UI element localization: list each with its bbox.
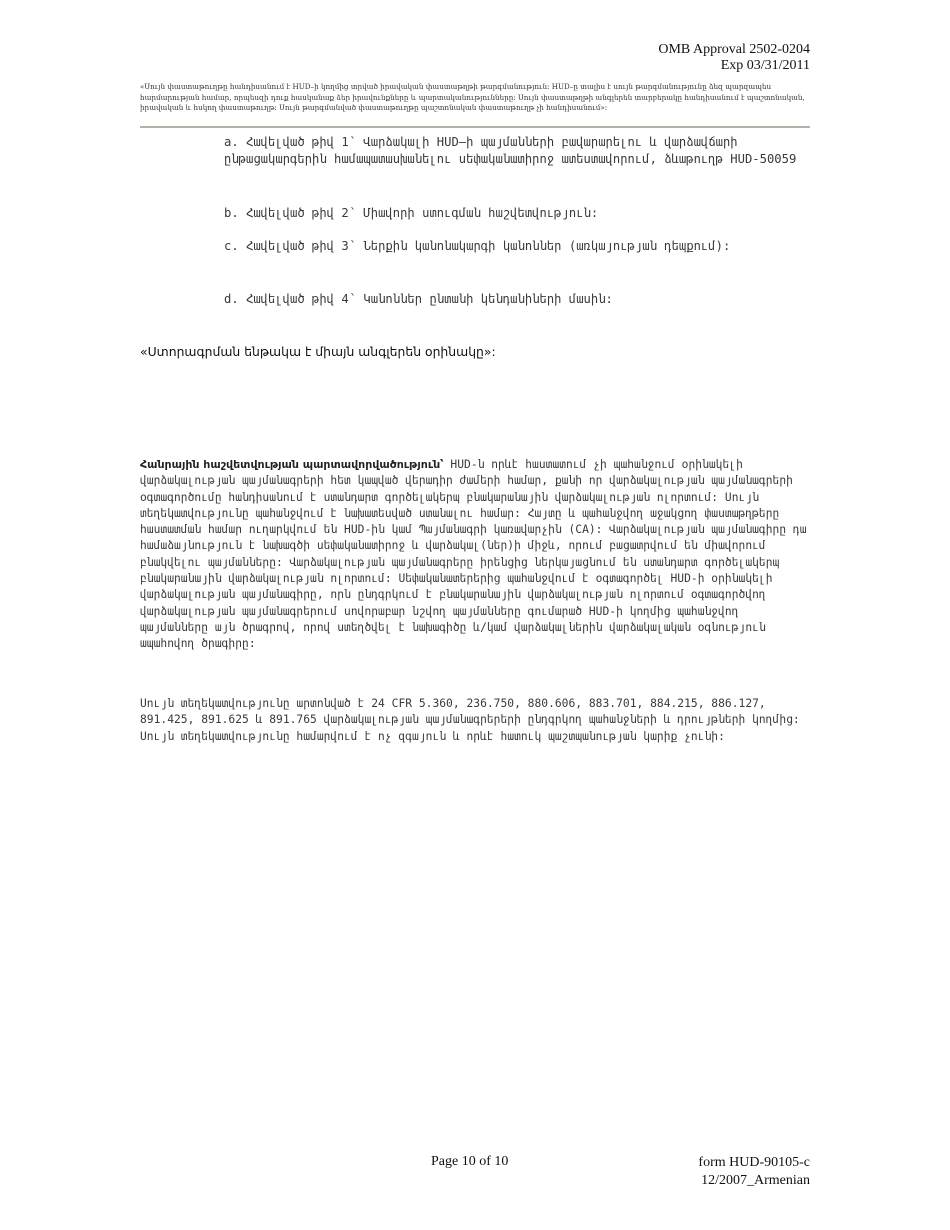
cfr-authority-paragraph: Սույն տեղեկատվությունը արտոնված է 24 CFR 5.360, 236.750, 880.606, 883.701, 884.215, 886.127, 891.425, 891.625 և 891.765 վարձակալության պայմանագրերերի ընդգրկող պահանջների և դրույթների կողմից: Սույն տեղեկատվությունը համարվում է ոչ զգայուն և որևէ հատուկ պաշտպանության կարիք չունի: — [140, 697, 800, 743]
form-identifier — [698, 1154, 810, 1190]
form-number: form HUD-90105-c — [698, 1155, 810, 1170]
burden-heading: Հանրային հաշվետվության պարտավորվածություն՝ — [140, 458, 444, 471]
signature-note: «Ստորագրման ենթակա է միայն անգլերեն օրինակը»: — [140, 344, 496, 359]
attachment-c: c. Հավելված թիվ 3՝ Ներքին կանոնակարգի կանոններ (առկայության դեպքում): — [224, 239, 731, 253]
attachment-d: d. Հավելված թիվ 4՝ Կանոններ ընտանի կենդանիների մասին: — [224, 292, 613, 306]
attachment-a: a. Հավելված թիվ 1՝ Վարձակալի HUD–ի պայմանների բավարարելու և վարձավճարի ընթացակարգերին համապատասխանելու սեփականատիրոջ ատեստավորում, ձևաթուղթ HUD-50059 — [224, 135, 797, 166]
omb-expiration: Exp 03/31/2011 — [720, 58, 810, 73]
page-number: Page 10 of 10 — [431, 1154, 509, 1169]
header-divider — [140, 126, 810, 128]
omb-approval-number: OMB Approval 2502-0204 — [658, 42, 810, 57]
burden-text: HUD-ն որևէ հաստատում չի պահանջում օրինակելի վարձակալության պայմանագրերի հետ կապված վերադիր ժամերի համար, քանի որ վարձակալության պայմանագրերի օգտագործումը հանդիսանում է ստանդարտ գործելակերպ բնակարանային վարձակալության ոլորտում: Սույն տեղեկատվությունը պահանջվում է նախատեսված ստանալու համար: Հայտը և պահանջվող աջակցող փաստաթղթերը հաստատման համար ուղարկվում են HUD-ին կամ Պայմանագրի կառավարչին (CA): Վարձակալության պայմանագիրը դա համաձայնություն է նախագծի սեփականատիրոջ և վարձակալ(ներ)ի միջև, որում բացատրվում են միավորում բնակվելու պայմանները: Վարձակալության պայմանագրերը իրենցից ներկայացնում են ստանդարտ գործելակերպ բնակարանային վարձակալության ոլորտում: Սեփականատերերից պահանջվում է օգտագործել HUD-ի օրինակելի վարձակալության պայմանագիրը, որն ընդգրկում է բնակարանային վարձակալության ոլորտում օգտագործվող վարձակալության պայմանագրերում սովորաբար նշվող պայմանները գումարած HUD-ի կողմից պահանջվող պայմանները այն ծրագրով, որով ստեղծվել է նախագիծը և/կամ վարձակալներին վարձակալական օգնություն ապահովող ծրագիրը: — [140, 458, 807, 651]
translation-disclaimer: «Սույն փաստաթուղթը հանդիսանում է HUD–ի կողմից տրված իրավական փաստաթղթի թարգմանություն: HUD–ը տալիս է սույն թարգմանությունը ձեզ պարզապես հարմարության համար, որպեսզի դուք հասկանաք ձեր իրավունքները և պարտականությունները: Սույն փաստաթղթի անգլերեն տարբերակը հանդիսանում է պաշտոնական, իրավական և հսկող փաստաթուղթ: Սույն թարգմանված փաստաթուղթը պաշտոնական փաստաթուղթ չի հանդիսանում»: — [140, 82, 805, 112]
omb-approval-block — [658, 42, 810, 74]
public-reporting-burden — [140, 457, 810, 653]
attachment-b: b. Հավելված թիվ 2՝ Միավորի ստուգման հաշվետվություն: — [224, 206, 599, 220]
form-version: 12/2007_Armenian — [701, 1173, 810, 1188]
